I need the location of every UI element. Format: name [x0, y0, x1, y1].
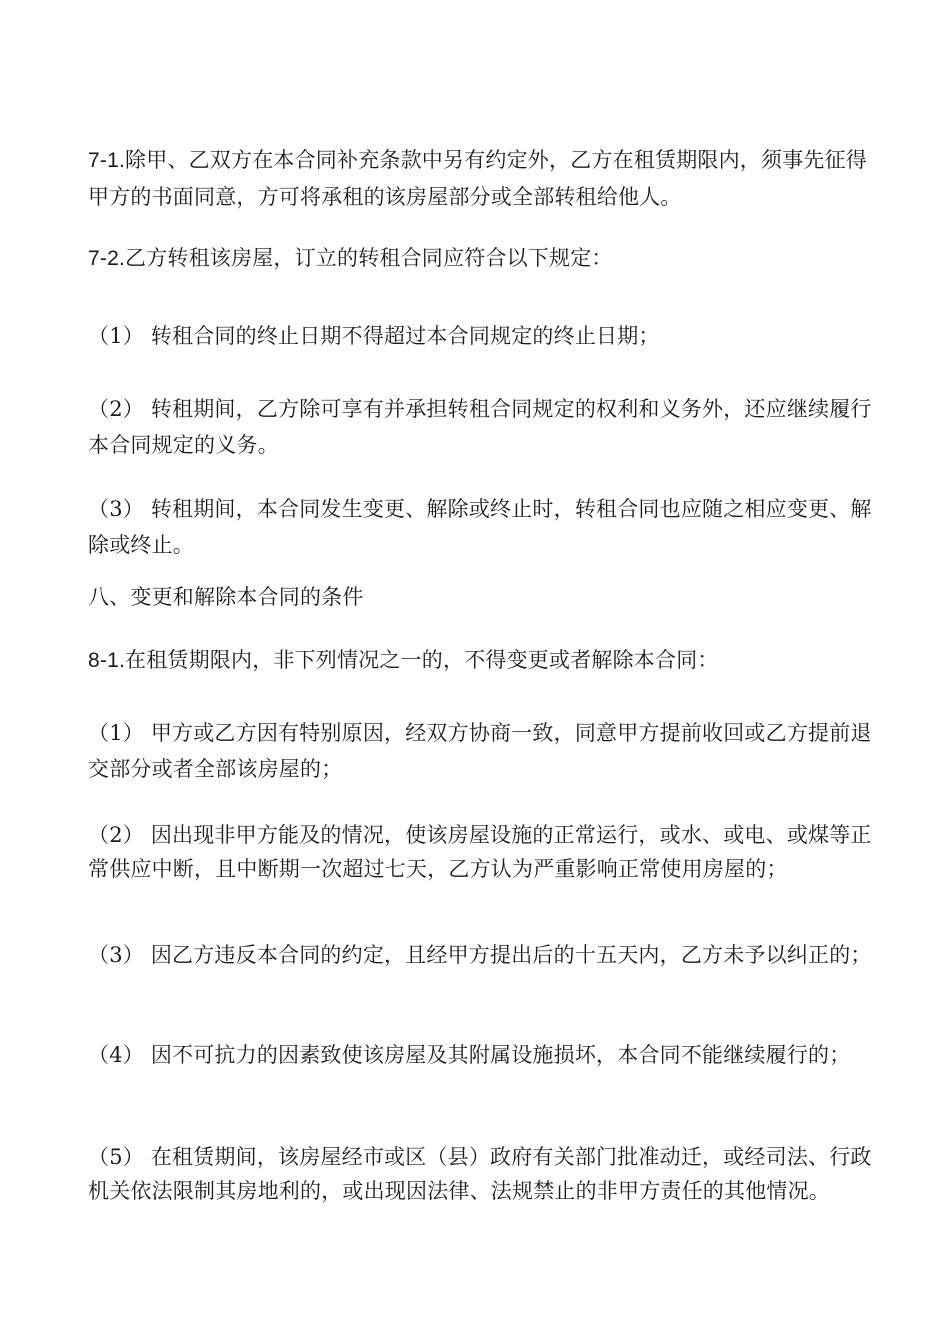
item-8-1-4: （4） 因不可抗力的因素致使该房屋及其附属设施损坏，本合同不能继续履行的；: [88, 1043, 851, 1067]
clause-number: 7-1.: [88, 149, 125, 172]
item-8-1-1: （1） 甲方或乙方因有特别原因，经双方协商一致，同意甲方提前收回或乙方提前退交部分或者全部该房屋的；: [88, 721, 872, 781]
item-7-2-1: （1） 转租合同的终止日期不得超过本合同规定的终止日期；: [88, 324, 660, 348]
item-8-1-3: （3） 因乙方违反本合同的约定，且经甲方提出后的十五天内，乙方未予以纠正的；: [88, 943, 872, 967]
clause-7-1: [88, 142, 878, 215]
clause-8-1: [88, 642, 878, 679]
clause-7-2: [88, 240, 878, 277]
section-heading-8: 八、变更和解除本合同的条件: [88, 585, 364, 609]
clause-number: 8-1.: [88, 649, 125, 672]
clause-number: 7-2.: [88, 247, 125, 270]
item-7-2-2: （2） 转租期间，乙方除可享有并承担转租合同规定的权利和义务外，还应继续履行本合同规定的义务。: [88, 397, 872, 457]
item-8-1-5: （5） 在租赁期间，该房屋经市或区（县）政府有关部门批准动迁，或经司法、行政机关依法限制其房地利的，或出现因法律、法规禁止的非甲方责任的其他情况。: [88, 1145, 872, 1203]
clause-text: 除甲、乙双方在本合同补充条款中另有约定外，乙方在租赁期限内，须事先征得甲方的书面同意，方可将承租的该房屋部分或全部转租给他人。: [88, 148, 867, 209]
clause-text: 在租赁期限内，非下列情况之一的，不得变更或者解除本合同：: [125, 648, 719, 672]
item-8-1-2: （2） 因出现非甲方能及的情况，使该房屋设施的正常运行，或水、或电、或煤等正常供应中断，且中断期一次超过七天，乙方认为严重影响正常使用房屋的；: [88, 823, 872, 881]
clause-text: 乙方转租该房屋，订立的转租合同应符合以下规定：: [125, 246, 613, 270]
item-7-2-3: （3） 转租期间，本合同发生变更、解除或终止时，转租合同也应随之相应变更、解除或终止。: [88, 497, 872, 557]
